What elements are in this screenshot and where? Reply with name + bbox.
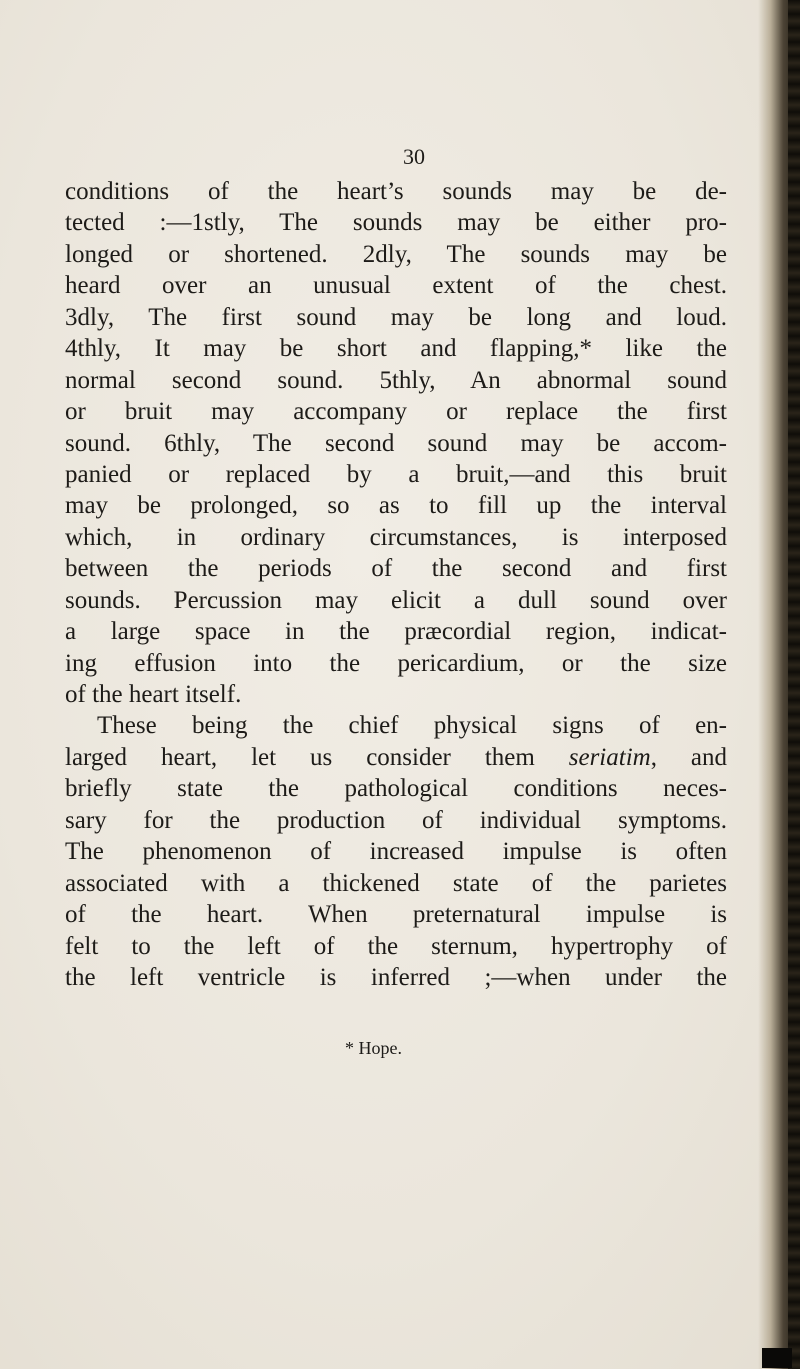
text-line: of the heart itself. — [65, 681, 242, 708]
text-line: or bruit may accompany or replace the first — [65, 398, 727, 426]
text-line: heard over an unusual extent of the chest. — [65, 272, 727, 300]
text-line: may be prolonged, so as to fill up the interval — [65, 492, 727, 520]
text-line: a large space in the præcordial region, indicat- — [65, 618, 727, 646]
text-line: These being the chief physical signs of en- — [97, 712, 727, 740]
text-line: conditions of the heart’s sounds may be de- — [65, 178, 727, 205]
footnote: * Hope. — [345, 1038, 402, 1058]
body-text — [65, 176, 727, 993]
corner-mark — [762, 1348, 792, 1368]
text-line: sary for the production of individual symptoms. — [65, 806, 727, 834]
text-line: ing effusion into the pericardium, or the size — [65, 649, 727, 677]
text-line: the left ventricle is inferred ;—when under the — [65, 963, 727, 991]
book-spine-edge — [788, 0, 800, 1369]
text-line: normal second sound. 5thly, An abnormal sound — [65, 366, 727, 394]
text-line: sound. 6thly, The second sound may be accom- — [65, 429, 727, 457]
text-line: of the heart. When preternatural impulse is — [65, 901, 727, 929]
italic-term: seriatim — [568, 743, 651, 771]
text-line: briefly state the pathological conditions neces- — [65, 775, 727, 803]
text-line: between the periods of the second and first — [65, 555, 727, 583]
text-line: associated with a thickened state of the parietes — [65, 869, 727, 897]
text-line: The phenomenon of increased impulse is often — [65, 838, 727, 866]
page-number: 30 — [403, 144, 425, 169]
text-line: sounds. Percussion may elicit a dull sound over — [65, 586, 727, 614]
text-line: felt to the left of the sternum, hypertrophy of — [65, 932, 727, 960]
text-line: 4thly, It may be short and flapping,* like the — [65, 335, 727, 363]
text-line: panied or replaced by a bruit,—and this bruit — [65, 460, 727, 488]
text-line: larged heart, let us consider them seriatim, and — [65, 743, 727, 771]
text-line: 3dly, The first sound may be long and loud. — [65, 303, 727, 331]
text-line: longed or shortened. 2dly, The sounds may be — [65, 240, 727, 268]
text-line: which, in ordinary circumstances, is interposed — [65, 523, 727, 551]
text-line: tected :—1stly, The sounds may be either pro- — [65, 209, 727, 237]
